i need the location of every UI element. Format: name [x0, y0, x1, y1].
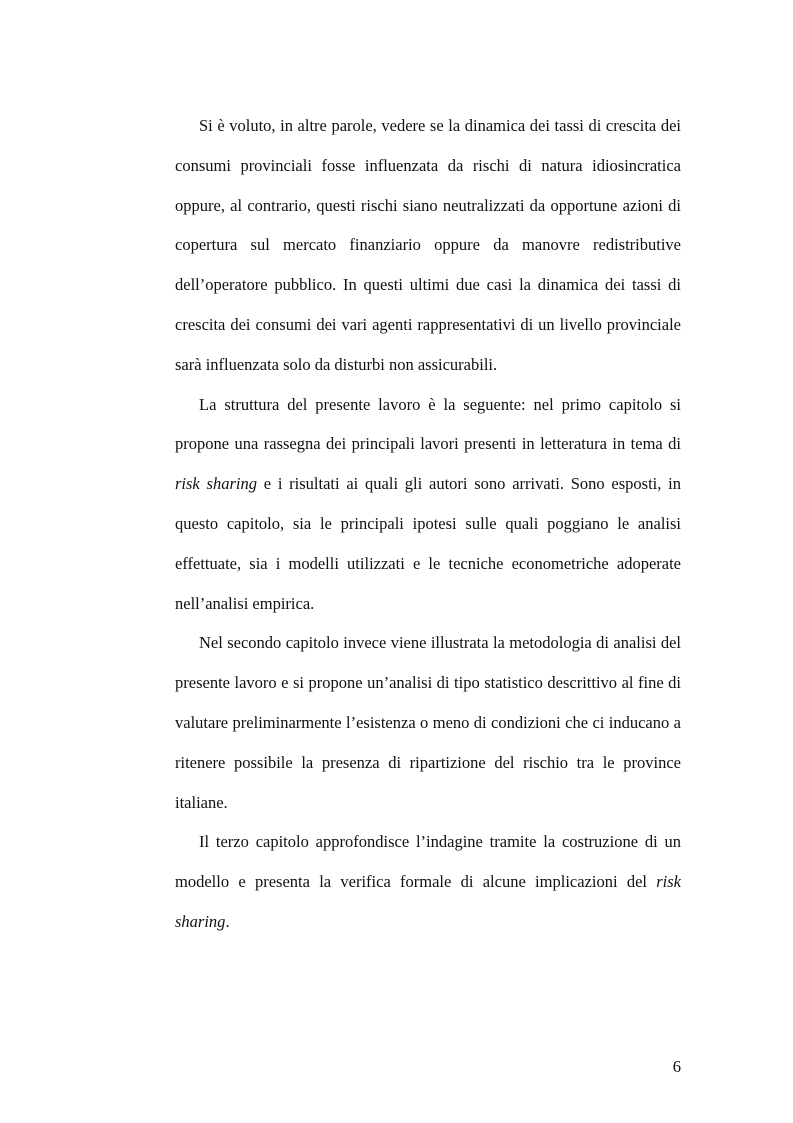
- body-text: [175, 106, 681, 942]
- paragraph-2: [175, 385, 681, 624]
- paragraph-1-text: Si è voluto, in altre parole, vedere se la dinamica dei tassi di crescita dei consumi provinciali fosse influenzata da rischi di natura idiosincratica oppure, al contrario, questi rischi siano neutralizzati da opportune azioni di copertura sul mercato finanziario oppure da manovre redistributive dell’operatore pubblico. In questi ultimi due casi la dinamica dei tassi di crescita dei consumi dei vari agenti rappresentativi di un livello provinciale sarà influenzata solo da disturbi non assicurabili.: [175, 116, 681, 374]
- paragraph-2-italic-term: risk sharing: [175, 474, 257, 494]
- page-number: 6: [672, 1057, 681, 1076]
- paragraph-2-text-b: e i risultati ai quali gli autori sono arrivati. Sono esposti, in questo capitolo, sia le principali ipotesi sulle quali poggiano le analisi effettuate, sia i modelli utilizzati e le tecniche econometriche adoperate nell’analisi empirica.: [175, 474, 681, 613]
- paragraph-4: [175, 822, 681, 941]
- paragraph-3-text: Nel secondo capitolo invece viene illustrata la metodologia di analisi del presente lavoro e si propone un’analisi di tipo statistico descrittivo al fine di valutare preliminarmente l’esistenza o meno di condizioni che ci inducano a ritenere possibile la presenza di ripartizione del rischio tra le province italiane.: [175, 633, 681, 812]
- paragraph-4-italic-term: risk sharing: [175, 872, 681, 931]
- paragraph-4-text-a: Il terzo capitolo approfondisce l’indagine tramite la costruzione di un modello e presenta la verifica formale di alcune implicazioni del: [175, 832, 681, 892]
- paragraph-2-text-a: La struttura del presente lavoro è la seguente: nel primo capitolo si propone una rassegna dei principali lavori presenti in letteratura in tema di: [175, 394, 681, 454]
- paragraph-1: [175, 106, 681, 385]
- paragraph-4-text-b: .: [225, 911, 230, 931]
- paragraph-3: [175, 623, 681, 822]
